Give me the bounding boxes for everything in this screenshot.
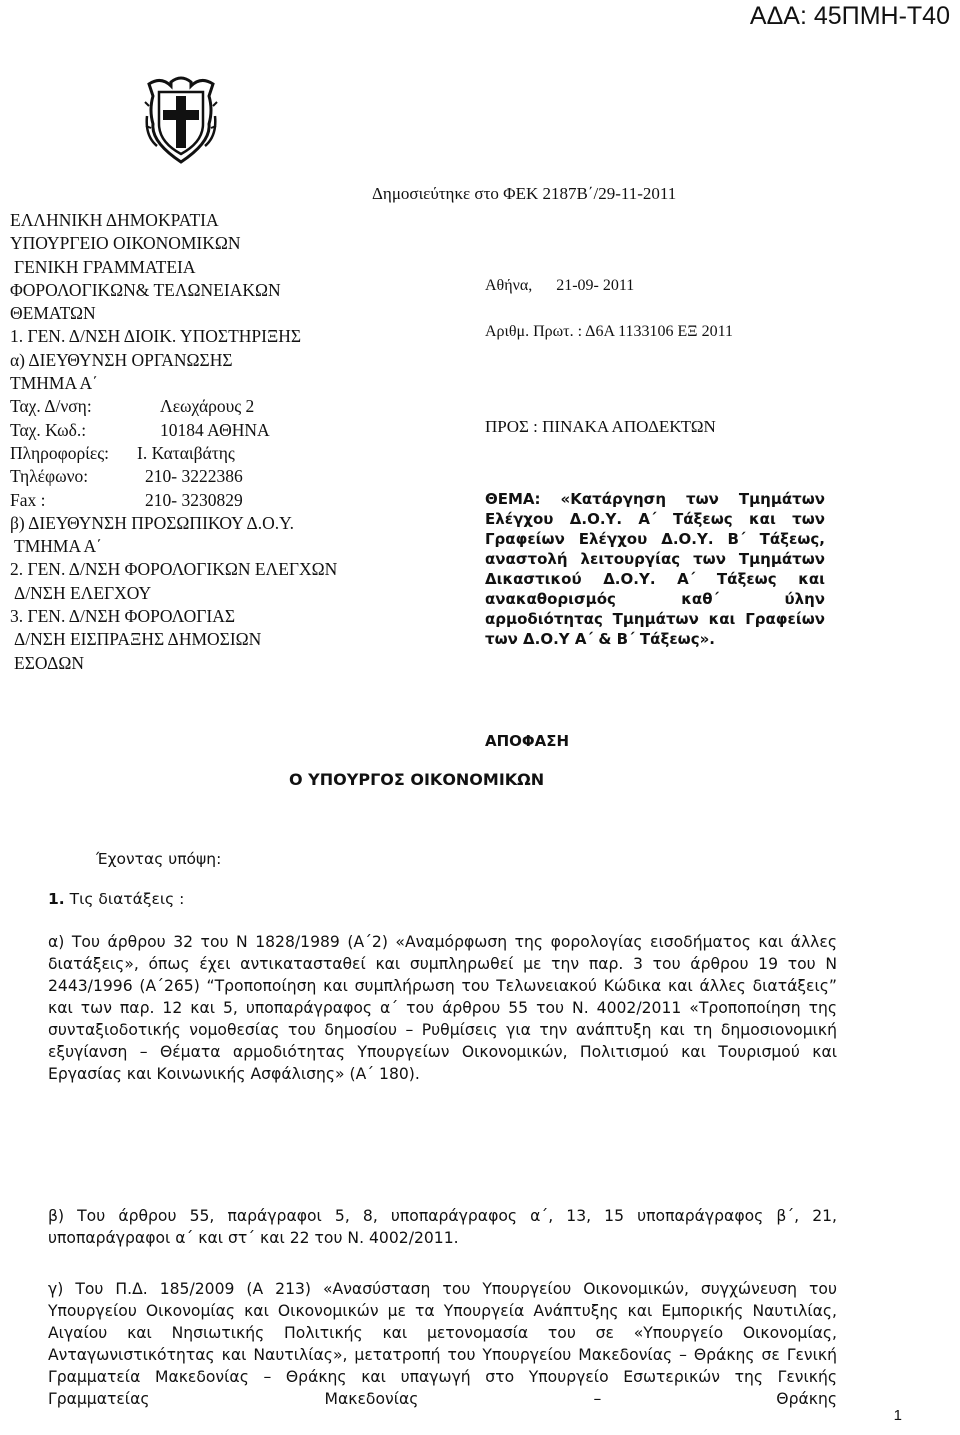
clause-1-text: Τις διατάξεις : bbox=[64, 890, 185, 908]
header-line: ΦΟΡΟΛΟΓΙΚΩΝ& ΤΕΛΩΝΕΙΑΚΩΝ bbox=[10, 279, 281, 300]
paragraph-b: β) Του άρθρου 55, παράγραφοι 5, 8, υποπαράγραφος α΄, 13, 15 υποπαράγραφος β΄, 21, υποπαράγραφοι α΄ και στ΄ και 22 του Ν. 4002/2011. bbox=[48, 1207, 837, 1247]
date-value: 21-09- 2011 bbox=[556, 277, 635, 294]
info-label: Πληροφορίες: bbox=[10, 442, 110, 463]
header-line: ΤΜΗΜΑ Α΄ bbox=[14, 536, 102, 557]
info-row bbox=[10, 442, 420, 465]
header-line: ΕΣΟΔΩΝ bbox=[14, 652, 84, 673]
phone-label: Τηλέφωνο: bbox=[10, 466, 89, 487]
fax-label: Fax : bbox=[10, 489, 46, 510]
address-row bbox=[10, 395, 420, 418]
minister-heading: Ο ΥΠΟΥΡΓΟΣ ΟΙΚΟΝΟΜΙΚΩΝ bbox=[289, 770, 545, 789]
greek-coat-of-arms-icon bbox=[143, 76, 219, 166]
clause-1-number: 1. bbox=[48, 890, 65, 908]
ada-code: ΑΔΑ: 45ΠΜΗ-Τ40 bbox=[749, 2, 950, 30]
postcode-row bbox=[10, 419, 420, 442]
header-line: β) ΔΙΕΥΘΥΝΣΗ ΠΡΟΣΩΠΙΚΟΥ Δ.Ο.Υ. bbox=[10, 512, 294, 533]
protocol-number: Αριθμ. Πρωτ. : Δ6Α 1133106 ΕΞ 2011 bbox=[485, 323, 733, 340]
header-line: ΥΠΟΥΡΓΕΙΟ ΟΙΚΟΝΟΜΙΚΩΝ bbox=[10, 233, 241, 254]
phone-row bbox=[10, 465, 420, 488]
header-line: ΤΜΗΜΑ Α΄ bbox=[10, 373, 98, 394]
paragraph-c: γ) Του Π.Δ. 185/2009 (Α 213) «Ανασύσταση του Υπουργείου Οικονομικών, συγχώνευση του Υπουργείου Οικονομίας και Οικονομικών με τα Υπουργεία Ανάπτυξης και Εμπορικής Ναυτιλίας, Αιγαίου και Νησιωτικής Πολιτικής και μετονομασία του σε «Υπουργείο Οικονομίας, Ανταγωνιστικότητας και Ναυτιλίας», μετατροπή του Υπουργείου Μακεδονίας – Θράκης σε Γενική Γραμματεία Μακεδονίας – Θράκης και υπαγωγή στο Υπουργείο Εσωτερικών της Γενικής Γραμματείας Μακεδονίας – Θράκης bbox=[48, 1280, 837, 1408]
decision-heading: ΑΠΟΦΑΣΗ bbox=[485, 732, 570, 750]
subject-block: ΘΕΜΑ: «Κατάργηση των Τμημάτων Ελέγχου Δ.Ο.Υ. Α΄ Τάξεως και των Γραφείων Ελέγχου Δ.Ο.Υ. Β΄ Τάξεως, αναστολή λειτουργίας των Τμημάτων Δικαστικού Δ.Ο.Υ. Α΄ Τάξεως και ανακαθορισμός καθ΄ ύλην αρμοδιότητας Τμημάτων και Γραφείων των Δ.Ο.Υ Α΄ & Β΄ Τάξεως». bbox=[485, 490, 825, 648]
info-value: Ι. Καταιβάτης bbox=[137, 442, 235, 463]
page-number: 1 bbox=[893, 1407, 902, 1424]
postcode-value: 10184 ΑΘΗΝΑ bbox=[160, 419, 270, 440]
fax-row bbox=[10, 489, 420, 512]
date-label: Αθήνα, bbox=[485, 277, 533, 294]
postcode-label: Ταχ. Κωδ.: bbox=[10, 419, 87, 440]
header-line: Δ/ΝΣΗ ΕΛΕΓΧΟΥ bbox=[14, 582, 152, 603]
header-line: 1. ΓΕΝ. Δ/ΝΣΗ ΔΙΟΙΚ. ΥΠΟΣΤΗΡΙΞΗΣ bbox=[10, 326, 302, 347]
address-label: Ταχ. Δ/νση: bbox=[10, 396, 92, 417]
header-line: ΓΕΝΙΚΗ ΓΡΑΜΜΑΤΕΙΑ bbox=[14, 256, 196, 277]
recipients-line: ΠΡΟΣ : ΠΙΝΑΚΑ ΑΠΟΔΕΚΤΩΝ bbox=[485, 417, 716, 436]
having-regard-heading: Έχοντας υπόψη: bbox=[96, 850, 222, 868]
header-line: Δ/ΝΣΗ ΕΙΣΠΡΑΞΗΣ ΔΗΜΟΣΙΩΝ bbox=[14, 629, 262, 650]
header-line: α) ΔΙΕΥΘΥΝΣΗ ΟΡΓΑΝΩΣΗΣ bbox=[10, 349, 233, 370]
header-line: ΘΕΜΑΤΩΝ bbox=[10, 303, 96, 324]
header-line: ΕΛΛΗΝΙΚΗ ΔΗΜΟΚΡΑΤΙΑ bbox=[10, 210, 219, 230]
address-value: Λεωχάρους 2 bbox=[160, 396, 255, 417]
publication-note: Δημοσιεύτηκε στο ΦΕΚ 2187Β΄/29-11-2011 bbox=[372, 184, 677, 203]
date-line bbox=[485, 277, 634, 295]
header-line: 3. ΓΕΝ. Δ/ΝΣΗ ΦΟΡΟΛΟΓΙΑΣ bbox=[10, 606, 236, 627]
paragraph-a: α) Του άρθρου 32 του Ν 1828/1989 (Α΄2) «Αναμόρφωση της φορολογίας εισοδήματος και άλλες διατάξεις», όπως έχει αντικατασταθεί και συμπληρωθεί με την παρ. 3 του άρθρου 19 του Ν 2443/1996 (Α΄265) “Τροποποίηση και συμπλήρωση του Τελωνειακού Κώδικα και άλλες διατάξεις” και των παρ. 12 και 5, υποπαράγραφος α΄ του άρθρου 55 του Ν. 4002/2011 «Τροποποίηση της συνταξιοδοτικής νομοθεσίας του δημοσίου – Ρυθμίσεις για την ανάπτυξη και τη δημοσιονομική εξυγίανση – Θέματα αρμοδιότητας Υπουργείων Οικονομικών, Πολιτισμού και Τουρισμού και Εργασίας και Κοινωνικής Ασφάλισης» (Α΄ 180). bbox=[48, 933, 837, 1083]
phone-value: 210- 3222386 bbox=[145, 466, 243, 487]
header-line: 2. ΓΕΝ. Δ/ΝΣΗ ΦΟΡΟΛΟΓΙΚΩΝ ΕΛΕΓΧΩΝ bbox=[10, 559, 338, 580]
clause-1 bbox=[48, 890, 184, 908]
sender-block bbox=[10, 209, 420, 675]
fax-value: 210- 3230829 bbox=[145, 489, 243, 510]
